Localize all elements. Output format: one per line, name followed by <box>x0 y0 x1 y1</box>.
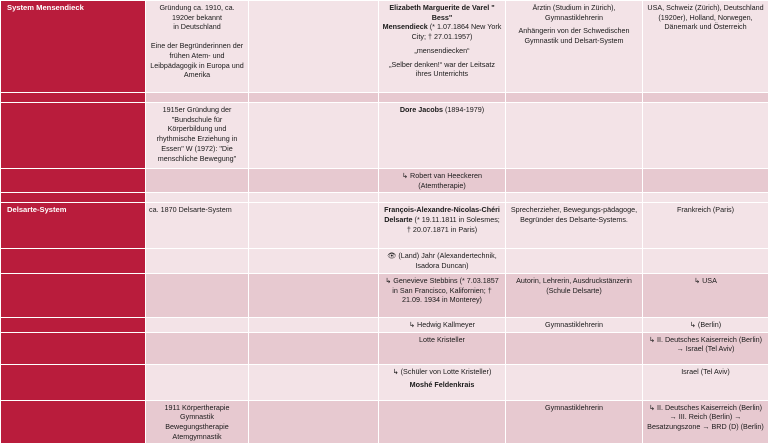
person-cell: Lotte Kristeller <box>379 332 506 364</box>
profession-cell: Gymnastiklehrerin <box>506 317 643 332</box>
location-cell: Israel (Tel Aviv) <box>643 364 768 400</box>
table-row <box>1 169 768 193</box>
profession-cell: Ärztin (Studium in Zürich), Gymnastiklehrerin Anhängerin von der Schwedischen Gymnastik und Delsart-System <box>506 1 643 93</box>
profession-cell: Gymnastiklehrerin <box>506 400 643 444</box>
founding-cell: Gründung ca. 1910, ca. 1920er bekannt in Deutschland Eine der Begründerinnen der frühen Atem- und Leibpädagogik in Europa und Amerika <box>146 1 249 93</box>
person-cell: Elizabeth Marguerite de Varel " Bess" Mensendieck (* 1.07.1864 New York City; † 27.01.1957) „mensendiecken“ „Selber denken!“ war der Leitsatz ihres Unterrichts <box>379 1 506 93</box>
location-cell: Frankreich (Paris) <box>643 203 768 249</box>
row-header-delsarte: Delsarte-System <box>1 203 146 249</box>
person-cell: ↳ (Schüler von Lotte Kristeller) Moshé Feldenkrais <box>379 364 506 400</box>
person-cell: ↳ Robert van Heeckeren (Atemtherapie) <box>379 169 506 193</box>
location-cell: ↳ II. Deutsches Kaiserreich (Berlin) → III. Reich (Berlin) → Besatzungszone → BRD (D) (Berlin) <box>643 400 768 444</box>
empty-cell <box>249 1 379 93</box>
person-cell: François-Alexandre-Nicolas-Chéri Delsarte (* 19.11.1811 in Solesmes; † 20.07.1871 in Paris) <box>379 203 506 249</box>
person-cell: Dore Jacobs (1894-1979) <box>379 103 506 169</box>
location-cell: ↳ II. Deutsches Kaiserreich (Berlin) → Israel (Tel Aviv) <box>643 332 768 364</box>
person-cell: 👁 (Land) Jahr (Alexandertechnik, Isadora Duncan) <box>379 249 506 273</box>
table-row <box>1 203 768 249</box>
table-row <box>1 1 768 93</box>
table-row <box>1 400 768 444</box>
founding-cell: 1911 Körpertherapie Gymnastik Bewegungstherapie Atemgymnastik <box>146 400 249 444</box>
table-row <box>1 273 768 317</box>
table-row <box>1 364 768 400</box>
person-cell: ↳ Genevieve Stebbins (* 7.03.1857 in San Francisco, Kalifornien; † 21.09. 1934 in Monterey) <box>379 273 506 317</box>
profession-cell: Sprecherzieher, Bewegungs-pädagoge, Begründer des Delsarte-Systems. <box>506 203 643 249</box>
table-row <box>1 249 768 273</box>
table-row <box>1 332 768 364</box>
founding-cell: 1915er Gründung der "Bundschule für Körperbildung und rhythmische Erziehung in Essen" W (1972): "Die menschliche Bewegung" <box>146 103 249 169</box>
table-row <box>1 103 768 169</box>
table-row <box>1 317 768 332</box>
row-header-mensendieck: System Mensendieck <box>1 1 146 93</box>
table-row <box>1 193 768 203</box>
person-cell: ↳ Hedwig Kallmeyer <box>379 317 506 332</box>
profession-cell: Autorin, Lehrerin, Ausdruckstänzerin (Schule Delsarte) <box>506 273 643 317</box>
table-row <box>1 93 768 103</box>
location-cell: ↳ (Berlin) <box>643 317 768 332</box>
founding-cell: ca. 1870 Delsarte-System <box>146 203 249 249</box>
location-cell: USA, Schweiz (Zürich), Deutschland (1920er), Holland, Norwegen, Dänemark und Österreich <box>643 1 768 93</box>
location-cell: ↳ USA <box>643 273 768 317</box>
